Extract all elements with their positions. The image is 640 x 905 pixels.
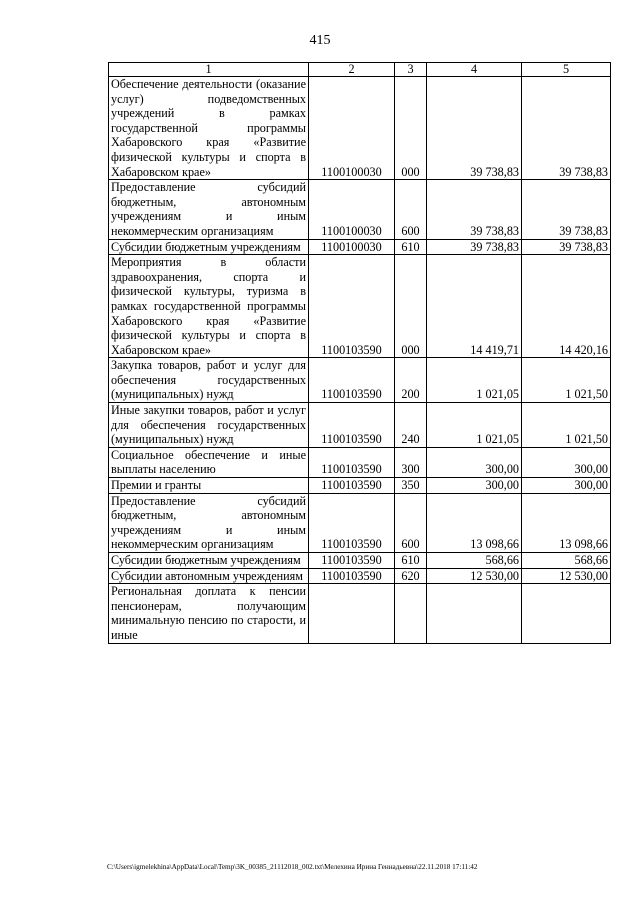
row-sum-1: 39 738,83 [427, 77, 522, 180]
row-sum-2: 568,66 [522, 553, 611, 569]
row-target-code: 1100103590 [309, 358, 395, 403]
row-sum-1: 12 530,00 [427, 568, 522, 584]
row-name: Иные закупки товаров, работ и услуг для обеспечения государственных (муниципальных) нужд [109, 403, 309, 448]
row-sum-1: 39 738,83 [427, 180, 522, 239]
header-col-3: 3 [395, 63, 427, 77]
table-row [109, 358, 611, 403]
row-sum-2: 300,00 [522, 478, 611, 494]
row-target-code: 1100103590 [309, 568, 395, 584]
row-sum-2: 300,00 [522, 447, 611, 477]
row-name: Премии и гранты [109, 478, 309, 494]
row-name: Закупка товаров, работ и услуг для обеспечения государственных (муниципальных) нужд [109, 358, 309, 403]
row-target-code: 1100100030 [309, 77, 395, 180]
row-name: Субсидии автономным учреждениям [109, 568, 309, 584]
row-expense-type: 610 [395, 239, 427, 255]
row-name: Социальное обеспечение и иные выплаты населению [109, 447, 309, 477]
table-row [109, 239, 611, 255]
row-name: Субсидии бюджетным учреждениям [109, 553, 309, 569]
row-sum-1: 300,00 [427, 478, 522, 494]
row-expense-type [395, 584, 427, 643]
row-sum-2: 39 738,83 [522, 77, 611, 180]
table-row [109, 447, 611, 477]
budget-table [108, 62, 611, 644]
row-target-code: 1100103590 [309, 255, 395, 358]
table-row [109, 553, 611, 569]
table-row [109, 403, 611, 448]
row-sum-1: 568,66 [427, 553, 522, 569]
table-row [109, 584, 611, 643]
table-header-row [109, 63, 611, 77]
header-col-4: 4 [427, 63, 522, 77]
row-expense-type: 300 [395, 447, 427, 477]
header-col-5: 5 [522, 63, 611, 77]
row-name: Субсидии бюджетным учреждениям [109, 239, 309, 255]
row-sum-2: 14 420,16 [522, 255, 611, 358]
row-expense-type: 600 [395, 180, 427, 239]
row-sum-1: 39 738,83 [427, 239, 522, 255]
row-sum-1: 13 098,66 [427, 493, 522, 552]
row-expense-type: 620 [395, 568, 427, 584]
row-sum-1: 14 419,71 [427, 255, 522, 358]
row-sum-1: 300,00 [427, 447, 522, 477]
row-sum-2 [522, 584, 611, 643]
table-row [109, 180, 611, 239]
table-row [109, 255, 611, 358]
row-target-code: 1100100030 [309, 180, 395, 239]
row-expense-type: 600 [395, 493, 427, 552]
row-name: Мероприятия в области здравоохранения, спорта и физической культуры, туризма в рамках государственной программы Хабаровского края «Развитие физической культуры и спорта в Хабаровском крае» [109, 255, 309, 358]
row-sum-2: 39 738,83 [522, 239, 611, 255]
row-sum-1: 1 021,05 [427, 358, 522, 403]
row-expense-type: 350 [395, 478, 427, 494]
row-target-code: 1100103590 [309, 553, 395, 569]
row-target-code: 1100103590 [309, 403, 395, 448]
row-expense-type: 000 [395, 77, 427, 180]
row-sum-2: 13 098,66 [522, 493, 611, 552]
row-expense-type: 200 [395, 358, 427, 403]
row-sum-2: 39 738,83 [522, 180, 611, 239]
table-row [109, 77, 611, 180]
header-col-2: 2 [309, 63, 395, 77]
table-row [109, 568, 611, 584]
row-sum-2: 1 021,50 [522, 403, 611, 448]
row-expense-type: 000 [395, 255, 427, 358]
row-name: Региональная доплата к пенсии пенсионерам, получающим минимальную пенсию по старости, и иные [109, 584, 309, 643]
row-sum-1: 1 021,05 [427, 403, 522, 448]
row-target-code: 1100103590 [309, 478, 395, 494]
page-number: 415 [309, 33, 331, 48]
row-sum-2: 12 530,00 [522, 568, 611, 584]
row-target-code: 1100103590 [309, 447, 395, 477]
row-target-code: 1100100030 [309, 239, 395, 255]
row-target-code: 1100103590 [309, 493, 395, 552]
row-name: Предоставление субсидий бюджетным, автономным учреждениям и иным некоммерческим организациям [109, 180, 309, 239]
row-sum-2: 1 021,50 [522, 358, 611, 403]
table-row [109, 493, 611, 552]
row-expense-type: 240 [395, 403, 427, 448]
file-path-footer: C:\Users\igmelekhina\AppData\Local\Temp\3K_00385_21112018_002.txt\Мелехина Ирина Геннадьевна\22.11.2018 17:11:42 [107, 863, 478, 871]
row-expense-type: 610 [395, 553, 427, 569]
row-sum-1 [427, 584, 522, 643]
row-target-code [309, 584, 395, 643]
row-name: Обеспечение деятельности (оказание услуг) подведомственных учреждений в рамках государственной программы Хабаровского края «Развитие физической культуры и спорта в Хабаровском крае» [109, 77, 309, 180]
row-name: Предоставление субсидий бюджетным, автономным учреждениям и иным некоммерческим организациям [109, 493, 309, 552]
table-row [109, 478, 611, 494]
header-col-1: 1 [109, 63, 309, 77]
